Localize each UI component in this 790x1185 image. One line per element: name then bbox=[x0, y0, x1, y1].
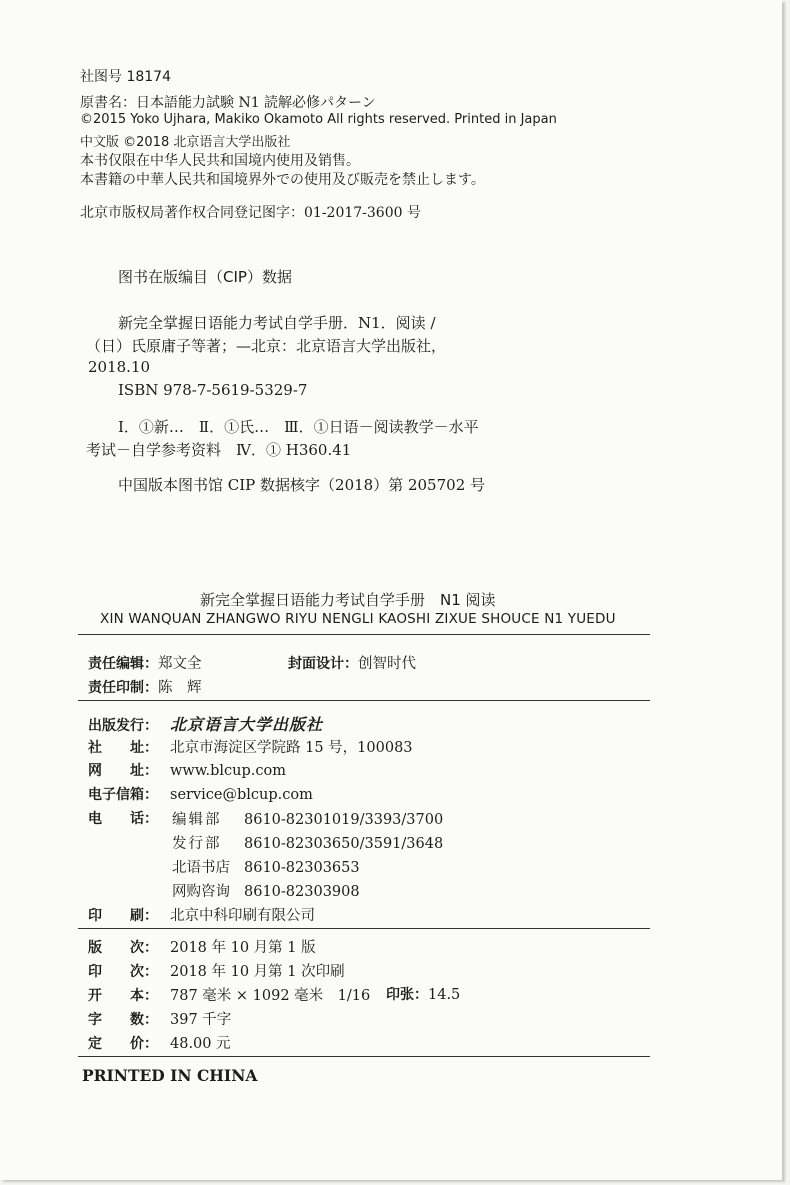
price-label: 定 价： bbox=[88, 1036, 158, 1052]
website-label: 网 址： bbox=[88, 763, 158, 779]
phone-entry bbox=[172, 880, 360, 901]
cip-line-2: （日）氏原庸子等著；—北京：北京语言大学出版社， bbox=[86, 337, 447, 355]
sheets-label: 印张： bbox=[386, 987, 428, 1003]
phone-dept: 网购咨询 bbox=[172, 884, 230, 900]
divider bbox=[78, 1056, 650, 1057]
cip-line-1: 新完全掌握日语能力考试自学手册．N1．阅读 / bbox=[118, 314, 436, 332]
phone-entry bbox=[172, 856, 360, 877]
editor-value: 郑文全 bbox=[158, 656, 202, 672]
publisher-row bbox=[88, 712, 323, 735]
word-count-label: 字 数： bbox=[88, 1012, 158, 1028]
phone-label: 电 话： bbox=[88, 811, 158, 827]
classification-1: Ⅰ．①新… Ⅱ．①氏… Ⅲ．①日语－阅读教学－水平 bbox=[118, 418, 479, 436]
divider bbox=[78, 700, 650, 701]
address-value: 北京市海淀区学院路 15 号，100083 bbox=[170, 740, 413, 756]
word-count-row bbox=[88, 1008, 231, 1029]
edition-label: 版 次： bbox=[88, 940, 158, 956]
printing-value: 2018 年 10 月第 1 次印刷 bbox=[170, 964, 345, 980]
printer-row bbox=[88, 904, 315, 925]
email-row bbox=[88, 784, 313, 804]
word-count-value: 397 千字 bbox=[170, 1012, 232, 1028]
phone-row bbox=[88, 808, 170, 828]
phone-number: 8610-82301019/3393/3700 bbox=[244, 812, 444, 828]
editor-row bbox=[88, 652, 202, 673]
phone-number: 8610-82303653 bbox=[244, 860, 360, 876]
phone-number: 8610-82303908 bbox=[244, 884, 360, 900]
print-supervisor-value: 陈 辉 bbox=[158, 680, 202, 696]
divider bbox=[78, 634, 650, 635]
printing-row bbox=[88, 960, 345, 981]
book-title-cn: 新完全掌握日语能力考试自学手册 N1 阅读 bbox=[200, 591, 496, 609]
phone-dept: 北语书店 bbox=[172, 860, 230, 876]
print-supervisor-row bbox=[88, 676, 202, 697]
chinese-edition: 中文版 ©2018 北京语言大学出版社 bbox=[80, 135, 291, 150]
isbn: ISBN 978-7-5619-5329-7 bbox=[118, 381, 308, 399]
sheets-row bbox=[386, 984, 460, 1004]
cover-design-label: 封面设计： bbox=[288, 656, 358, 672]
website-value: www.blcup.com bbox=[170, 763, 286, 779]
website-row bbox=[88, 760, 286, 780]
divider bbox=[78, 928, 650, 929]
reg-number: 社图号 18174 bbox=[80, 69, 171, 85]
price-row bbox=[88, 1032, 231, 1053]
printing-label: 印 次： bbox=[88, 964, 158, 980]
cip-data-number: 中国版本图书馆 CIP 数据核字（2018）第 205702 号 bbox=[118, 476, 486, 494]
edition-value: 2018 年 10 月第 1 版 bbox=[170, 940, 316, 956]
format-row bbox=[88, 984, 370, 1005]
phone-entry bbox=[172, 832, 443, 853]
printer-value: 北京中科印刷有限公司 bbox=[170, 908, 315, 924]
contract-number: 北京市版权局著作权合同登记图字：01-2017-3600 号 bbox=[80, 205, 421, 221]
copyright-en: ©2015 Yoko Ujhara, Makiko Okamoto All rights reserved. Printed in Japan bbox=[80, 112, 557, 127]
publisher-logo-name: 北京语言大学出版社 bbox=[170, 715, 324, 734]
price-value: 48.00 元 bbox=[170, 1036, 231, 1052]
original-title: 原書名：日本語能力試験 N1 読解必修パターン bbox=[80, 95, 376, 111]
sale-restriction-jp: 本書籍の中華人民共和国境界外での使用及び販売を禁止します。 bbox=[80, 172, 485, 188]
email-value: service@blcup.com bbox=[170, 787, 313, 803]
publisher-label: 出版发行： bbox=[88, 718, 158, 734]
edition-row bbox=[88, 936, 316, 957]
cover-design-row bbox=[288, 652, 416, 673]
editor-label: 责任编辑： bbox=[88, 656, 158, 672]
sale-restriction-cn: 本书仅限在中华人民共和国境内使用及销售。 bbox=[80, 153, 360, 169]
cip-heading: 图书在版编目（CIP）数据 bbox=[118, 268, 292, 286]
cover-design-value: 创智时代 bbox=[358, 656, 416, 672]
sheets-value: 14.5 bbox=[428, 987, 461, 1003]
book-title-pinyin: XIN WANQUAN ZHANGWO RIYU NENGLI KAOSHI ZIXUE SHOUCE N1 YUEDU bbox=[100, 611, 616, 627]
printed-in-china: PRINTED IN CHINA bbox=[82, 1066, 258, 1085]
format-value: 787 毫米 × 1092 毫米 1/16 bbox=[170, 988, 371, 1004]
cip-line-3: 2018.10 bbox=[88, 358, 151, 376]
address-label: 社 址： bbox=[88, 740, 158, 756]
address-row bbox=[88, 736, 413, 757]
phone-entry bbox=[172, 808, 443, 829]
phone-dept: 发行部 bbox=[172, 836, 222, 852]
classification-2: 考试－自学参考资料 Ⅳ．① H360.41 bbox=[86, 441, 352, 459]
print-supervisor-label: 责任印制： bbox=[88, 680, 158, 696]
email-label: 电子信箱： bbox=[88, 787, 158, 803]
phone-dept: 编辑部 bbox=[172, 812, 222, 828]
format-label: 开 本： bbox=[88, 988, 158, 1004]
phone-number: 8610-82303650/3591/3648 bbox=[244, 836, 444, 852]
printer-label: 印 刷： bbox=[88, 908, 158, 924]
